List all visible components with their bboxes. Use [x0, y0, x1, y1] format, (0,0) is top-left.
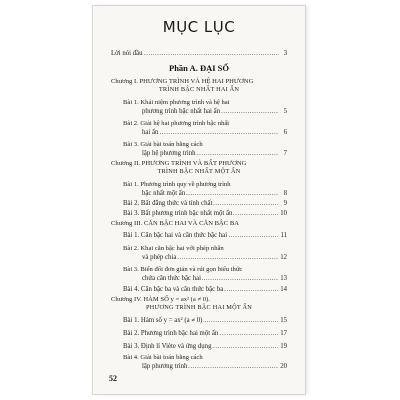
- chapter-1-heading: Chương I. PHƯƠNG TRÌNH VÀ HỆ HAI PHƯƠNG: [111, 78, 254, 85]
- toc-entry: ..... Bài 2. Bất đẳng thức và tính chất 9: [123, 199, 287, 208]
- toc-entry-text: Bài 2. Khai căn bậc hai với phép nhân: [123, 245, 224, 252]
- chapter-1-subheading: TRÌNH BẬC NHẤT HAI ẨN: [158, 86, 240, 93]
- toc-entry: ..... Bài 1. Hàm số y = ax² (a ≠ 0) 15: [123, 316, 287, 325]
- toc-entry: ..... lập hệ phương trình 7: [142, 149, 287, 158]
- toc-entry: ..... Bài 4. Căn bậc ba và căn thức bậc ba 14: [123, 285, 287, 294]
- page-number: 52: [109, 374, 117, 383]
- toc-entry: ..... chứa căn thức bậc hai 13: [142, 274, 287, 283]
- toc-entry-text: Bài 3. Giải bài toán bằng cách: [123, 141, 203, 148]
- part-heading: Phần A. ĐẠI SỐ: [169, 63, 229, 73]
- chapter-4-heading: Chương IV. HÀM SỐ y = ax² (a ≠ 0).: [111, 296, 210, 303]
- page-title: MỤC LỤC: [162, 18, 236, 36]
- toc-entry-text: Bài 1. Phương trình quy về phương trình: [123, 181, 231, 188]
- chapter-4-subheading: PHƯƠNG TRÌNH BẬC HAI MỘT ẨN: [145, 304, 253, 311]
- chapter-2-heading: Chương II. PHƯƠNG TRÌNH VÀ BẤT PHƯƠNG: [111, 160, 247, 167]
- toc-entry-text: Bài 4. Giải bài toán bằng cách: [123, 354, 203, 361]
- toc-entry: ..... Bài 3. Định lí Viète và ứng dụng 19: [123, 342, 287, 351]
- toc-entry: ..... phương trình bậc nhất hai ẩn 5: [142, 107, 287, 116]
- toc-entry: ..... lập phương trình 20: [142, 362, 287, 371]
- book-page: [93, 6, 305, 394]
- toc-entry: ..... Bài 2. Phương trình bậc hai một ẩn 17: [123, 329, 287, 338]
- toc-entry-text: Bài 3. Biến đổi đơn giản và rút gọn biểu thức: [123, 266, 243, 273]
- toc-entry-text: Bài 1. Khái niệm phương trình và hệ hai: [123, 99, 230, 106]
- toc-entry: ..... bậc nhất một ẩn 8: [142, 189, 287, 198]
- toc-entry: ..... Bài 3. Bất phương trình bậc nhất một ẩn 10: [123, 209, 287, 218]
- toc-entry-text: Bài 2. Giải hệ hai phương trình bậc nhất: [123, 120, 230, 127]
- toc-entry: ..... hai ẩn 6: [142, 128, 287, 137]
- toc-entry: ..... và phép chia 12: [142, 253, 287, 262]
- toc-entry-intro: ..... Lời nói đầu 3: [111, 49, 287, 58]
- chapter-2-subheading: TRÌNH BẬC NHẤT MỘT ẨN: [157, 168, 241, 175]
- toc-entry: ..... Bài 1. Căn bậc hai và căn thức bậc hai 11: [123, 231, 287, 240]
- chapter-3-heading: Chương III. CĂN BẬC HAI VÀ CĂN BẬC BA: [111, 220, 240, 227]
